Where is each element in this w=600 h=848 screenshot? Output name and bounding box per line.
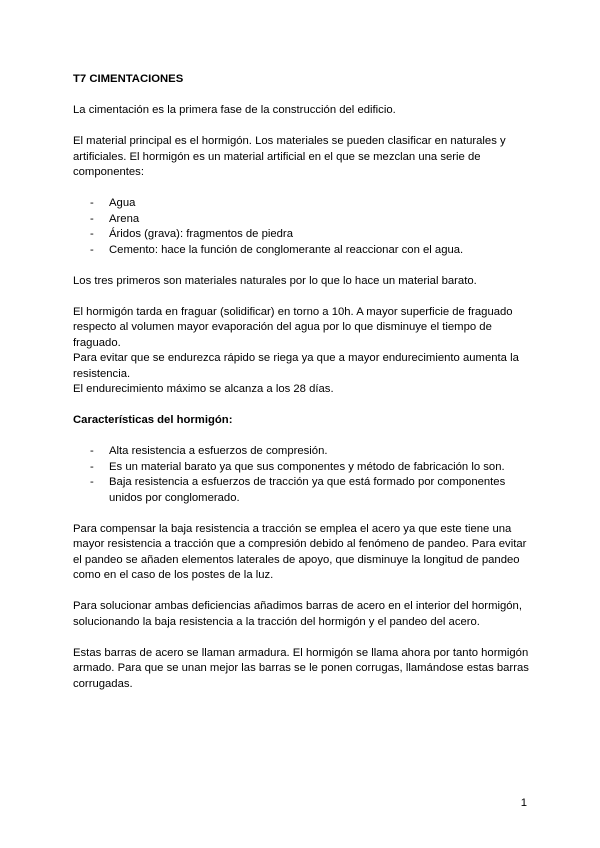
- setting-line: El endurecimiento máximo se alcanza a los 28 días.: [73, 383, 334, 395]
- list-item-text: Es un material barato ya que sus componentes y método de fabricación lo son.: [109, 460, 505, 473]
- compensation-paragraph: Para compensar la baja resistencia a tracción se emplea el acero ya que este tiene una mayor resistencia a tracción que a compresión debido al fenómeno de pandeo. Para evitar el pandeo se añaden elementos laterales de apoyo, que disminuye la longitud de pandeo como en el caso de los postes de la luz.: [73, 522, 527, 581]
- list-item: [73, 227, 531, 243]
- page-content: [73, 72, 531, 708]
- list-dash: -: [90, 476, 94, 488]
- list-dash: -: [90, 460, 94, 473]
- solution-paragraph: Para solucionar ambas deficiencias añadimos barras de acero en el interior del hormigón, solucionando la baja resistencia a la tracción del hormigón y el pandeo del acero.: [73, 600, 522, 628]
- page-number: 1: [520, 797, 527, 809]
- setting-paragraph: [73, 305, 531, 398]
- page-title: T7 CIMENTACIONES: [73, 73, 184, 85]
- list-dash: -: [90, 197, 94, 209]
- natural-materials-paragraph: Los tres primeros son materiales naturales por lo que lo hace un material barato.: [73, 274, 477, 287]
- list-item: [73, 460, 531, 476]
- setting-line: El hormigón tarda en fraguar (solidificar) en torno a 10h. A mayor superficie de fraguado respecto al volumen mayor evaporación del agua por lo que disminuye el tiempo de fraguado.: [73, 305, 513, 349]
- characteristics-list: [73, 444, 531, 506]
- list-item: [73, 444, 531, 460]
- setting-line: Para evitar que se endurezca rápido se riega ya que a mayor endurecimiento aumenta la resistencia.: [73, 352, 519, 380]
- list-dash: -: [90, 212, 94, 225]
- list-dash: -: [90, 243, 94, 256]
- armature-paragraph: Estas barras de acero se llaman armadura. El hormigón se llama ahora por tanto hormigón armado. Para que se unan mejor las barras se le ponen corrugas, llamándose estas barras corrugadas.: [73, 646, 529, 690]
- characteristics-heading: Características del hormigón:: [73, 414, 233, 426]
- list-dash: -: [90, 445, 94, 457]
- components-list: [73, 196, 531, 258]
- material-paragraph: El material principal es el hormigón. Los materiales se pueden clasificar en naturales y artificiales. El hormigón es un material artificial en el que se mezclan una serie de componentes:: [73, 135, 506, 178]
- list-item-text: Agua: [109, 197, 136, 209]
- list-item-text: Áridos (grava): fragmentos de piedra: [109, 228, 293, 240]
- list-item-text: Alta resistencia a esfuerzos de compresión.: [109, 445, 328, 457]
- list-item-text: Cemento: hace la función de conglomerante al reaccionar con el agua.: [109, 243, 464, 256]
- list-dash: -: [90, 228, 94, 240]
- list-item: [73, 475, 531, 506]
- list-item-text: Arena: [109, 212, 140, 225]
- list-item-text: Baja resistencia a esfuerzos de tracción ya que está formado por componentes unidos por conglomerado.: [109, 476, 506, 504]
- list-item: [73, 243, 531, 259]
- list-item: [73, 212, 531, 228]
- list-item: [73, 196, 531, 212]
- intro-paragraph: La cimentación es la primera fase de la construcción del edificio.: [73, 104, 396, 116]
